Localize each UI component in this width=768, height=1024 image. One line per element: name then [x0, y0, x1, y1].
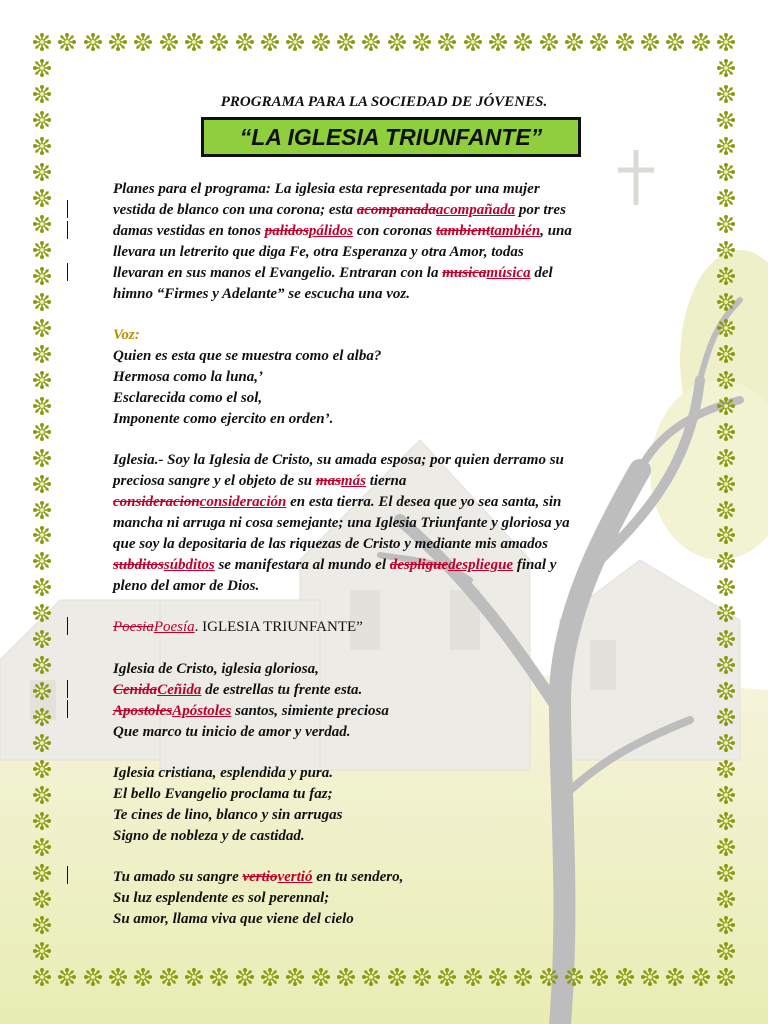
iglesia-line-3: consideracionconsideración en esta tierra. El desea que yo sea santa, sin [113, 494, 562, 510]
poem-line: Su amor, llama viva que viene del cielo [113, 911, 354, 927]
change-bar [67, 680, 68, 698]
poem-line: Su luz esplendente es sol perennal; [113, 890, 330, 906]
voz-line: Quien es esta que se muestra como el alba? [113, 348, 382, 364]
iglesia-line-2: preciosa sangre y el objeto de su masmás tierna [113, 473, 407, 489]
voz-line: Imponente como ejercito en orden’. [113, 411, 334, 427]
voz-label: Voz: [113, 327, 140, 343]
voz-line: Hermosa como la luna,’ [113, 369, 264, 385]
poem-line: CenidaCeñida de estrellas tu frente esta. [113, 682, 363, 698]
change-bar [67, 617, 68, 635]
title-box: “LA IGLESIA TRIUNFANTE” [201, 117, 581, 157]
iglesia-line-4: mancha ni arruga ni cosa semejante; una Iglesia Triunfante y gloriosa ya [113, 515, 570, 531]
intro-line-4: llevara un letrerito que diga Fe, otra Esperanza y otra Amor, todas [113, 244, 524, 260]
poem-line: El bello Evangelio proclama tu faz; [113, 786, 333, 802]
poem-line: Tu amado su sangre vertiovertió en tu sendero, [113, 869, 404, 885]
voz-line: Esclarecida como el sol, [113, 390, 263, 406]
change-bar [67, 200, 68, 218]
intro-line-1: Planes para el programa: La iglesia esta representada por una mujer [113, 181, 540, 197]
intro-line-6: himno “Firmes y Adelante” se escucha una voz. [113, 286, 410, 302]
change-bar [67, 700, 68, 718]
iglesia-line-6: subditossúbditos se manifestara al mundo el despliguedespliegue final y [113, 557, 557, 573]
poem-line: Iglesia de Cristo, iglesia gloriosa, [113, 661, 319, 677]
poesia-heading: PoesiaPoesía. IGLESIA TRIUNFANTE” [113, 619, 363, 635]
iglesia-line-5: que soy la depositaria de las riquezas de Cristo y mediante mis amados [113, 536, 549, 552]
intro-line-2: vestida de blanco con una corona; esta acompanadaacompañada por tres [113, 202, 566, 218]
iglesia-line-1: Iglesia.- Soy la Iglesia de Cristo, su amada esposa; por quien derramo su [113, 452, 564, 468]
poem-line: ApostolesApóstoles santos, simiente preciosa [113, 703, 389, 719]
change-bar [67, 221, 68, 239]
poem-line: Que marco tu inicio de amor y verdad. [113, 724, 351, 740]
poem-line: Signo de nobleza y de castidad. [113, 828, 305, 844]
intro-line-3: damas vestidas en tonos palidospálidos con coronas tambienttambién, una [113, 223, 572, 239]
poem-line: Te cines de lino, blanco y sin arrugas [113, 807, 343, 823]
change-bar [67, 866, 68, 884]
change-bar [67, 263, 68, 281]
program-heading: PROGRAMA PARA LA SOCIEDAD DE JÓVENES. [220, 94, 548, 110]
intro-line-5: llevaran en sus manos el Evangelio. Entraran con la musicamúsica del [113, 265, 553, 281]
poem-line: Iglesia cristiana, esplendida y pura. [113, 765, 334, 781]
iglesia-line-7: pleno del amor de Dios. [113, 578, 260, 594]
